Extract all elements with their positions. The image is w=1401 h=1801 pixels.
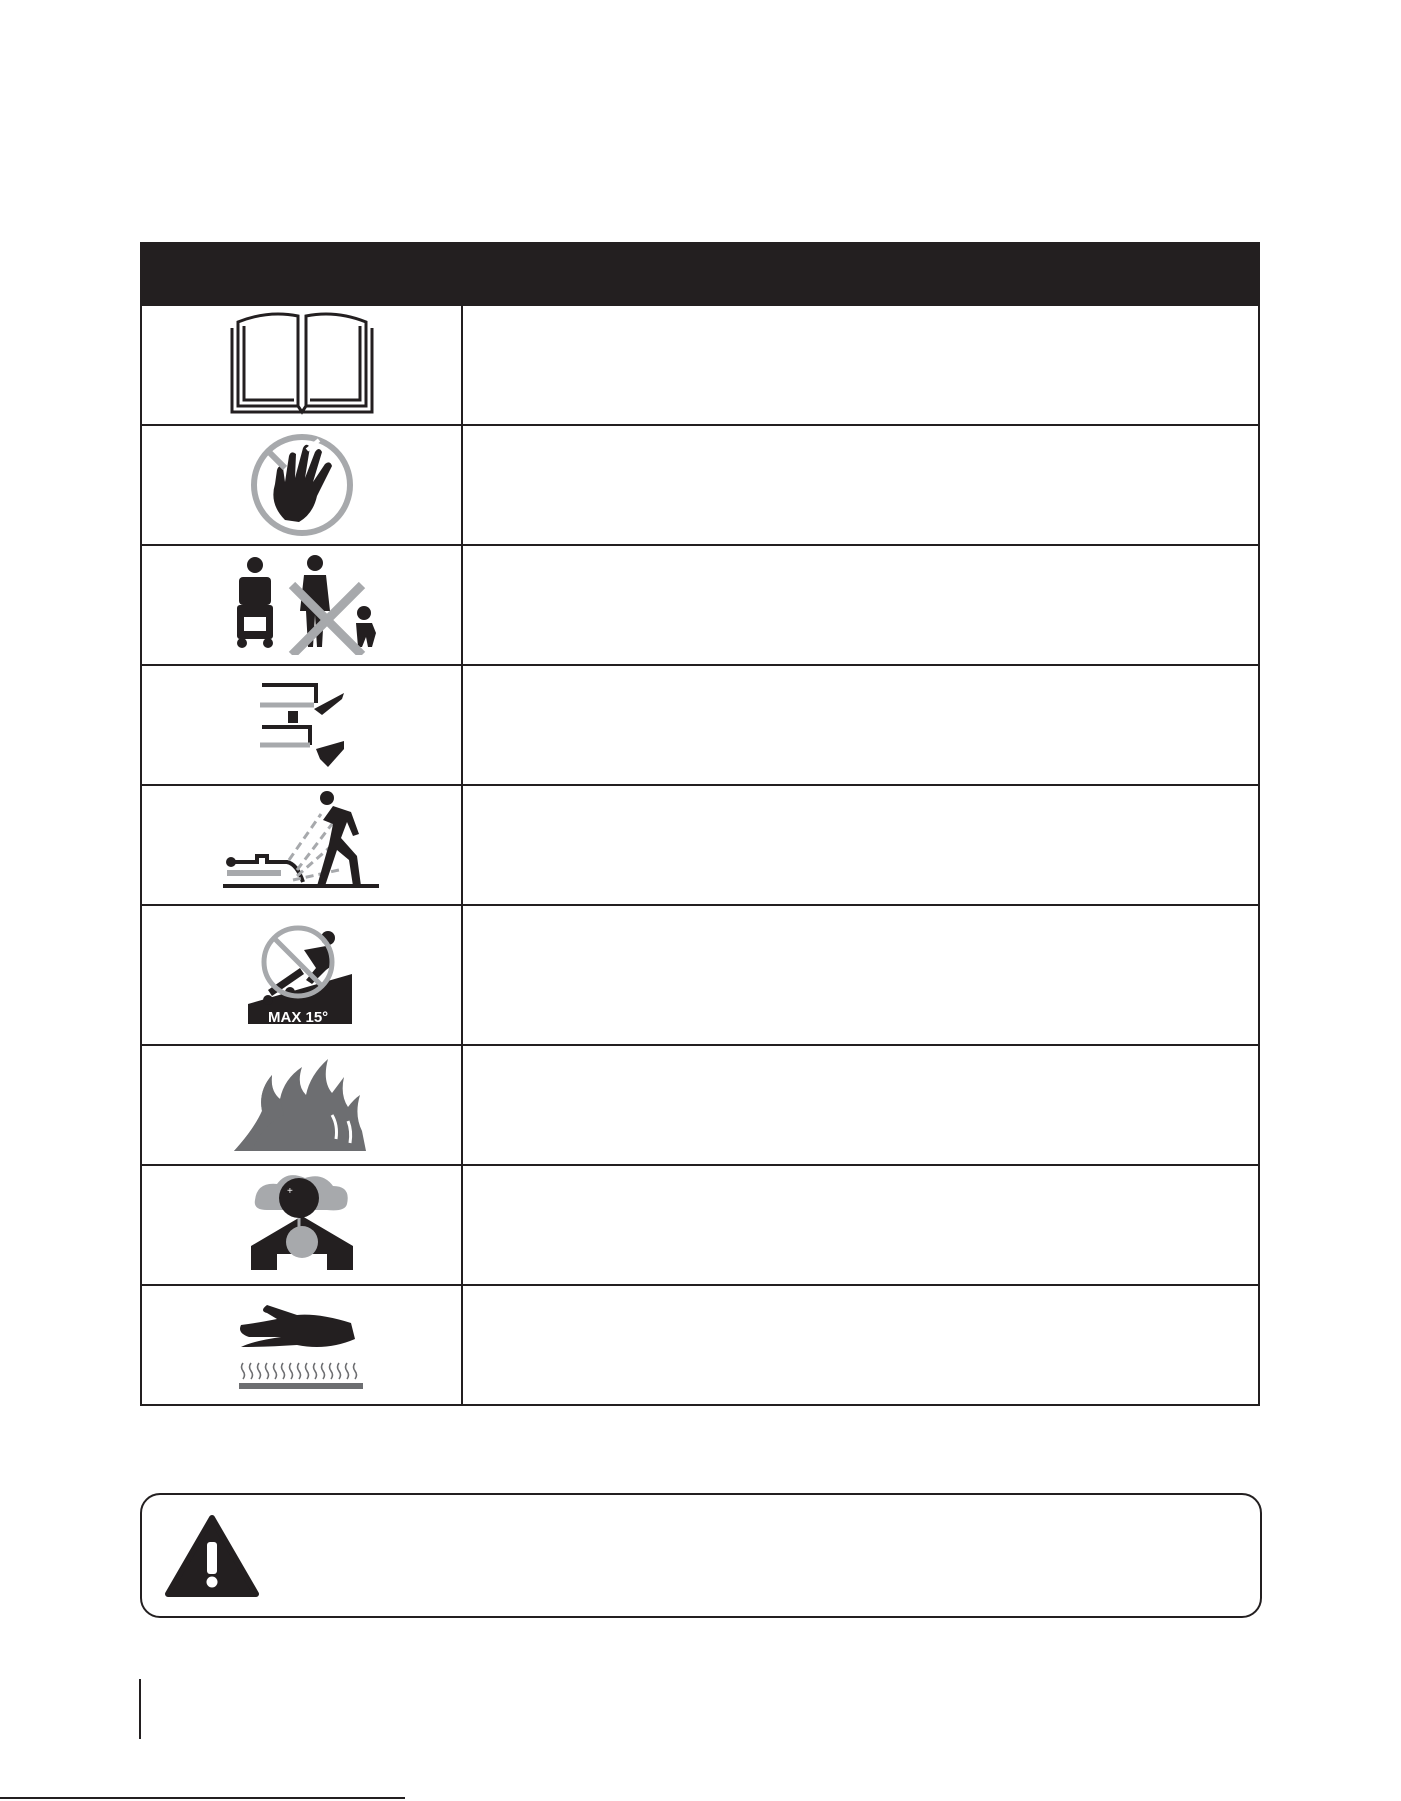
symbol-description <box>463 1166 1258 1284</box>
symbol-icon-cell <box>142 306 463 424</box>
symbol-row <box>142 544 1258 664</box>
slope-limit-label: MAX 15° <box>267 1009 328 1026</box>
symbol-description <box>463 786 1258 904</box>
symbol-icon-cell <box>142 546 463 664</box>
symbol-icon-cell <box>142 426 463 544</box>
keep-bystanders-away-icon <box>222 555 382 655</box>
symbol-description <box>463 666 1258 784</box>
slope-hazard-icon <box>242 920 362 1030</box>
symbol-description <box>463 546 1258 664</box>
symbol-description <box>463 426 1258 544</box>
thrown-objects-icon <box>217 790 387 900</box>
symbol-description <box>463 906 1258 1044</box>
footer-rule <box>139 1679 141 1739</box>
crush-hazard-icon <box>252 675 352 775</box>
symbol-description <box>463 1046 1258 1164</box>
symbol-row <box>142 664 1258 784</box>
table-header <box>142 244 1258 304</box>
symbol-icon-cell <box>142 1166 463 1284</box>
safety-symbols-table <box>140 242 1260 1406</box>
symbol-description <box>463 1286 1258 1404</box>
poisonous-fumes-icon <box>247 1170 357 1280</box>
symbol-icon-cell <box>142 1046 463 1164</box>
symbol-icon-cell <box>142 786 463 904</box>
symbol-row <box>142 1164 1258 1284</box>
fire-hazard-icon <box>232 1055 372 1155</box>
warning-box <box>140 1493 1262 1618</box>
symbol-row <box>142 304 1258 424</box>
symbol-row <box>142 904 1258 1044</box>
bottom-rule <box>0 1797 405 1799</box>
no-hand-contact-icon <box>247 430 357 540</box>
hot-surface-icon <box>237 1295 367 1395</box>
symbol-row <box>142 784 1258 904</box>
symbol-row <box>142 1044 1258 1164</box>
warning-triangle-icon <box>164 1514 260 1598</box>
symbol-icon-cell <box>142 906 463 1044</box>
operator-manual-icon <box>222 310 382 420</box>
svg-text:+: + <box>286 1186 293 1197</box>
symbol-icon-cell <box>142 1286 463 1404</box>
symbol-row <box>142 424 1258 544</box>
symbol-row <box>142 1284 1258 1404</box>
symbol-description <box>463 306 1258 424</box>
symbol-icon-cell <box>142 666 463 784</box>
